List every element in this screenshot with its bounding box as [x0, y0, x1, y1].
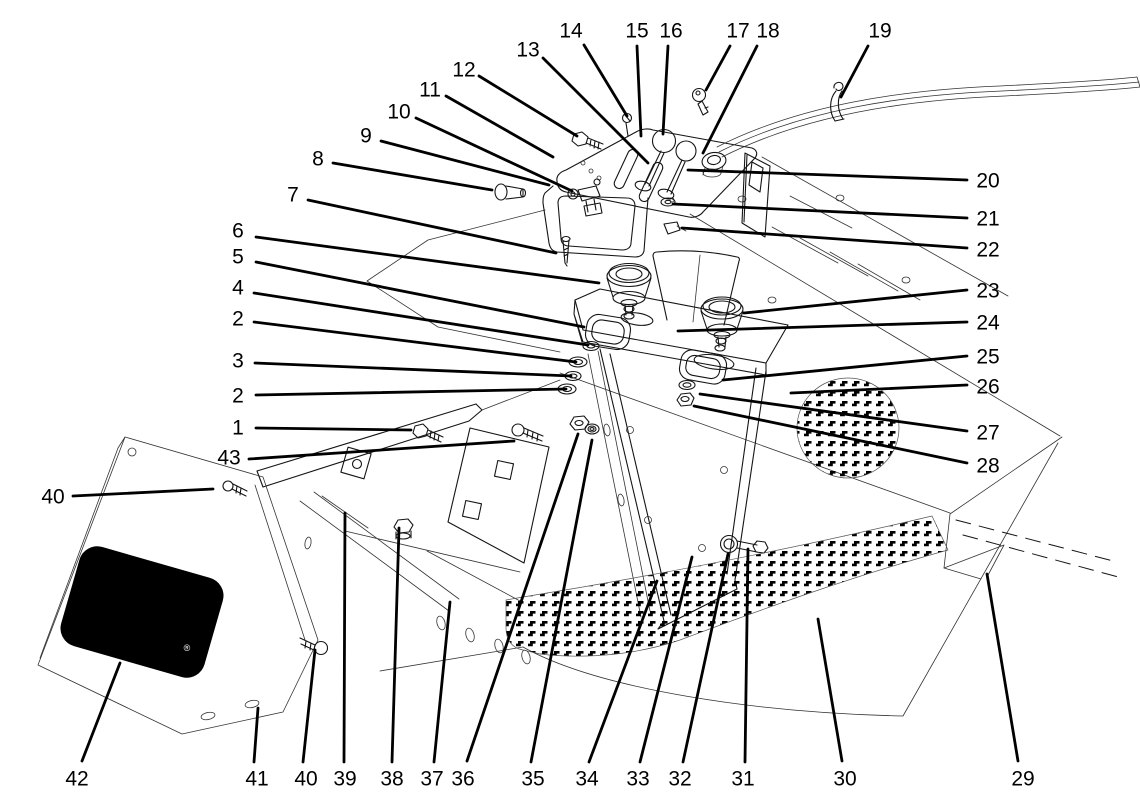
leader-line-1	[256, 428, 411, 430]
leader-line-21	[673, 204, 967, 218]
callout-label-22: 22	[976, 238, 1000, 262]
fender-panel	[944, 437, 1122, 579]
callout-1	[232, 417, 411, 440]
callout-4	[232, 277, 588, 346]
registered-trademark: ®	[183, 643, 191, 653]
callout-label-34: 34	[575, 767, 599, 791]
callout-40	[41, 486, 213, 509]
leader-line-37	[434, 602, 450, 762]
callout-label-3: 3	[232, 349, 244, 373]
leader-line-17	[706, 46, 730, 90]
callout-label-30: 30	[833, 767, 857, 791]
callout-label-10: 10	[387, 100, 411, 124]
callout-11	[419, 79, 553, 158]
callout-label-6: 6	[232, 219, 244, 243]
callout-label-2: 2	[232, 307, 244, 331]
callout-label-20: 20	[976, 169, 1000, 193]
callout-label-23: 23	[976, 279, 1000, 303]
callout-label-35: 35	[521, 767, 545, 791]
ignition-key	[693, 89, 709, 116]
bushing-35	[585, 424, 599, 434]
callout-label-42: 42	[65, 767, 89, 791]
callout-label-8: 8	[312, 147, 324, 171]
cable-clamp	[831, 82, 844, 121]
callout-label-24: 24	[976, 311, 1000, 335]
cable-harness	[717, 77, 1140, 157]
leader-line-38	[392, 528, 399, 762]
leader-line-8	[333, 163, 492, 190]
callout-label-7: 7	[287, 183, 299, 207]
callout-label-5: 5	[232, 245, 244, 269]
callout-16	[659, 20, 682, 135]
leader-line-42	[82, 663, 120, 761]
control-lever-left	[634, 130, 675, 193]
bolt-40-upper	[223, 481, 247, 496]
callout-label-19: 19	[868, 19, 892, 43]
knob-cap-right-23	[701, 297, 743, 351]
callout-label-9: 9	[360, 124, 372, 148]
callout-30	[818, 619, 857, 791]
leader-line-3	[255, 363, 571, 376]
callout-label-13: 13	[516, 38, 540, 62]
leader-line-39	[344, 513, 345, 762]
callout-37	[420, 602, 450, 791]
callout-label-36: 36	[451, 767, 475, 791]
leader-line-22	[682, 228, 967, 248]
hex-nut-38	[394, 519, 413, 539]
leader-line-30	[818, 619, 842, 761]
ignition-switch	[701, 151, 727, 177]
callout-label-26: 26	[976, 375, 1000, 399]
leader-line-41	[254, 708, 258, 762]
leader-line-18	[703, 46, 757, 153]
support-column	[653, 251, 739, 325]
callout-29	[987, 574, 1035, 791]
leader-line-5	[256, 262, 584, 327]
callout-19	[841, 20, 892, 98]
callout-label-12: 12	[452, 58, 476, 82]
callout-39	[333, 513, 356, 791]
flange-nut-28	[677, 393, 694, 406]
callout-label-39: 39	[333, 767, 357, 791]
leader-line-23	[744, 290, 967, 313]
leader-line-25	[723, 356, 967, 380]
callout-23	[744, 280, 1000, 314]
callout-label-32: 32	[668, 767, 692, 791]
callout-label-4: 4	[232, 276, 244, 300]
callout-label-16: 16	[659, 19, 683, 43]
knob-8	[495, 184, 526, 200]
leader-line-20	[688, 170, 967, 180]
armrest-frame	[257, 380, 560, 611]
callout-label-15: 15	[625, 19, 649, 43]
leader-line-29	[987, 574, 1018, 761]
leader-line-2	[254, 322, 576, 362]
hex-nut-36	[570, 416, 589, 430]
leader-line-7	[308, 200, 556, 253]
callout-21	[673, 204, 1000, 231]
leader-line-9	[381, 141, 549, 185]
leader-line-19	[841, 46, 868, 97]
callout-label-40: 40	[294, 767, 318, 791]
leader-line-15	[637, 46, 641, 136]
leader-line-40	[73, 489, 213, 496]
callout-22	[682, 228, 1000, 262]
callout-label-27: 27	[976, 421, 1000, 445]
floor-pan	[367, 157, 1060, 716]
console-housing	[543, 129, 770, 257]
callout-20	[688, 170, 1000, 193]
callout-40	[294, 650, 317, 791]
callout-label-38: 38	[380, 767, 404, 791]
callout-label-28: 28	[976, 454, 1000, 478]
leader-line-6	[256, 237, 599, 283]
callout-12	[452, 59, 577, 137]
console-side-bracket	[742, 153, 770, 237]
callout-label-31: 31	[731, 767, 755, 791]
callout-label-37: 37	[420, 767, 444, 791]
callout-17	[706, 20, 750, 91]
callout-label-11: 11	[419, 78, 441, 102]
leader-line-12	[479, 76, 577, 136]
callout-label-17: 17	[726, 19, 750, 43]
callout-label-29: 29	[1011, 767, 1035, 791]
callout-8	[312, 148, 492, 191]
diagram-artwork	[38, 77, 1140, 734]
leader-line-16	[663, 46, 668, 134]
leader-line-24	[678, 322, 967, 331]
callout-label-41: 41	[245, 767, 269, 791]
callout-41	[245, 708, 268, 791]
callout-label-21: 21	[976, 207, 1000, 231]
leader-line-43	[249, 441, 514, 459]
callout-38	[380, 528, 403, 791]
callout-15	[625, 20, 648, 137]
callout-label-2: 2	[232, 384, 244, 408]
bolt-1	[413, 424, 443, 442]
callout-13	[516, 39, 648, 164]
callout-2	[232, 385, 566, 408]
rubber-pad-42	[57, 543, 227, 682]
callout-43	[217, 441, 514, 470]
callout-14	[559, 20, 627, 117]
callout-label-1: 1	[232, 416, 244, 440]
callout-label-40: 40	[41, 485, 65, 509]
callout-3	[232, 350, 571, 377]
callout-label-33: 33	[626, 767, 650, 791]
leader-line-11	[446, 96, 553, 157]
washer-27	[679, 381, 695, 390]
callout-label-43: 43	[217, 446, 241, 470]
leader-line-2	[256, 389, 566, 395]
callout-label-25: 25	[976, 345, 1000, 369]
screw-7	[562, 237, 570, 267]
callout-7	[287, 184, 556, 254]
callout-label-18: 18	[756, 19, 780, 43]
bolt-43	[512, 424, 543, 441]
callout-9	[360, 125, 549, 186]
callout-label-14: 14	[559, 19, 583, 43]
bolt-31-32	[721, 536, 769, 554]
